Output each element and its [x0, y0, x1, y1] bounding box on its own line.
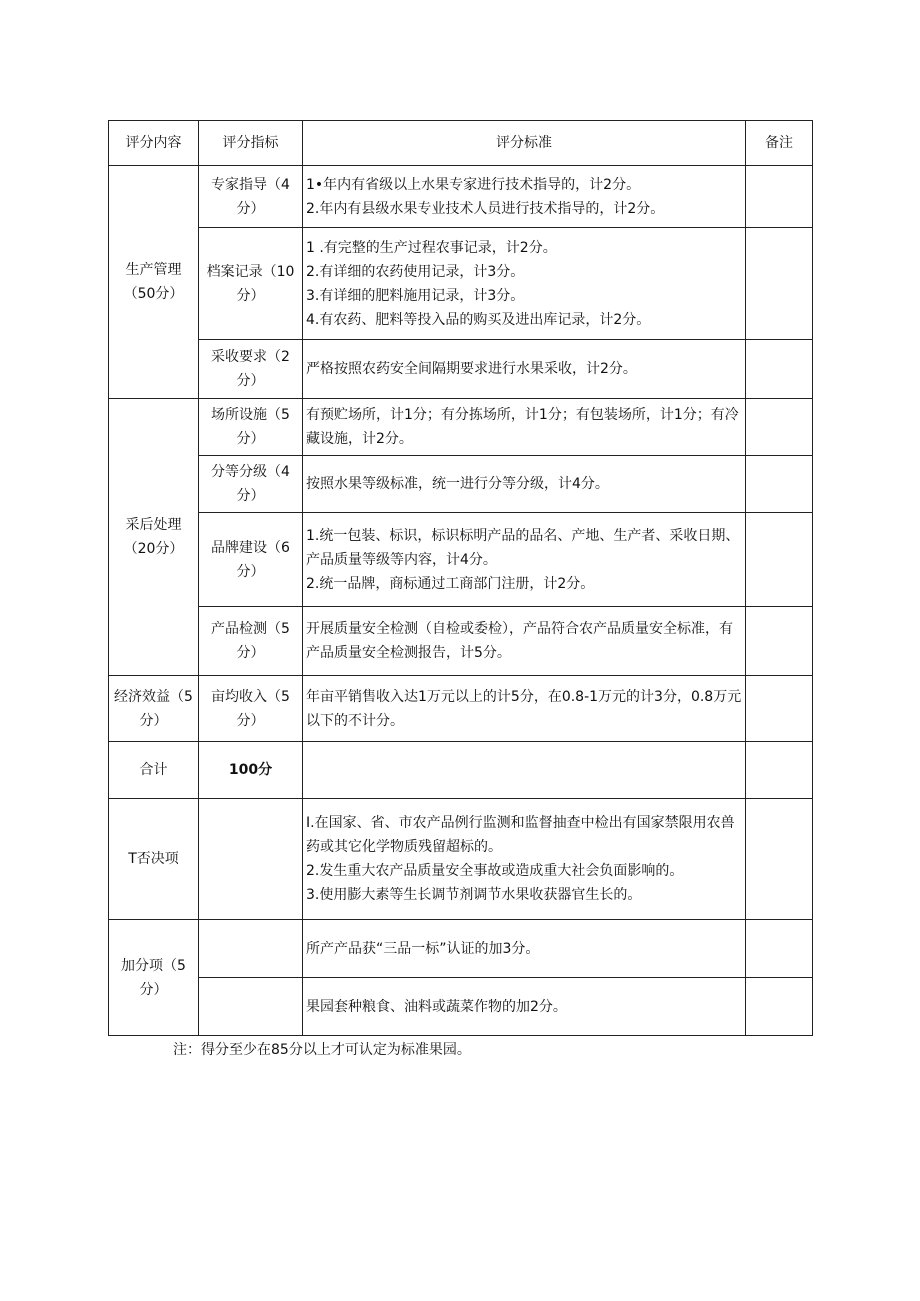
- table-row: [109, 456, 813, 513]
- header-indicator: 评分指标: [199, 121, 303, 166]
- criteria-line: 2.年内有县级水果专业技术人员进行技术指导的，计2分。: [306, 200, 665, 217]
- indicator-brand: 品牌建设（6分）: [199, 513, 303, 607]
- remark-cell: [746, 228, 813, 340]
- indicator-records: 档案记录（10分）: [199, 228, 303, 340]
- criteria-records: [303, 228, 746, 340]
- criteria-line: 3.使用膨大素等生长调节剂调节水果收获器官生长的。: [306, 887, 642, 903]
- table-row: [109, 607, 813, 676]
- total-row: [109, 742, 813, 799]
- scoring-table: [108, 120, 813, 1036]
- category-economic: 经济效益（5分）: [109, 676, 199, 742]
- criteria-income: 年亩平销售收入达1万元以上的计5分，在0.8-1万元的计3分，0.8万元以下的不计分。: [303, 676, 746, 742]
- criteria-veto: [303, 799, 746, 920]
- header-criteria: 评分标准: [303, 121, 746, 166]
- criteria-line: 1 .有完整的生产过程农事记录，计2分。: [306, 239, 557, 256]
- indicator-harvest: 采收要求（2分）: [199, 340, 303, 399]
- footnote: 注：得分至少在85分以上才可认定为标准果园。: [173, 1042, 471, 1058]
- table-row: [109, 920, 813, 978]
- remark-cell: [746, 166, 813, 228]
- criteria-line: 2.有详细的农药使用记录，计3分。: [306, 263, 525, 280]
- remark-cell: [746, 340, 813, 399]
- criteria-brand: [303, 513, 746, 607]
- total-label: 合计: [109, 742, 199, 799]
- category-bonus: 加分项（5分）: [109, 920, 199, 1036]
- indicator-expert: 专家指导（4分）: [199, 166, 303, 228]
- remark-cell: [746, 607, 813, 676]
- criteria-line: 2.发生重大农产品质量安全事故或造成重大社会负面影响的。: [306, 863, 684, 879]
- remark-cell: [746, 676, 813, 742]
- total-value: 100分: [199, 742, 303, 799]
- criteria-line: 1•年内有省级以上水果专家进行技术指导的，计2分。: [306, 176, 641, 193]
- category-veto: T否决项: [109, 799, 199, 920]
- indicator-empty: [199, 978, 303, 1036]
- table-row: [109, 399, 813, 456]
- indicator-empty: [199, 799, 303, 920]
- criteria-line: 1.统一包装、标识，标识标明产品的品名、产地、生产者、采收日期、产品质量等级等内容，计4分。: [306, 527, 740, 568]
- criteria-harvest: 严格按照农药安全间隔期要求进行水果采收，计2分。: [303, 340, 746, 399]
- indicator-testing: 产品检测（5分）: [199, 607, 303, 676]
- category-production: 生产管理（50分）: [109, 166, 199, 399]
- remark-cell: [746, 456, 813, 513]
- header-remark: 备注: [746, 121, 813, 166]
- table-row: [109, 513, 813, 607]
- table-row: [109, 166, 813, 228]
- table-row: [109, 799, 813, 920]
- criteria-empty: [303, 742, 746, 799]
- remark-cell: [746, 742, 813, 799]
- indicator-income: 亩均收入（5分）: [199, 676, 303, 742]
- remark-cell: [746, 399, 813, 456]
- criteria-bonus-1: 所产产品获“三品一标”认证的加3分。: [303, 920, 746, 978]
- criteria-line: 4.有农药、肥料等投入品的购买及进出库记录，计2分。: [306, 311, 651, 328]
- criteria-expert: [303, 166, 746, 228]
- criteria-line: 2.统一品牌，商标通过工商部门注册，计2分。: [306, 575, 595, 592]
- table-row: [109, 978, 813, 1036]
- table-row: [109, 340, 813, 399]
- table-row: [109, 676, 813, 742]
- indicator-grading: 分等分级（4分）: [199, 456, 303, 513]
- header-row: [109, 121, 813, 166]
- criteria-grading: 按照水果等级标准，统一进行分等分级，计4分。: [303, 456, 746, 513]
- remark-cell: [746, 920, 813, 978]
- indicator-empty: [199, 920, 303, 978]
- header-content: 评分内容: [109, 121, 199, 166]
- criteria-line: I.在国家、省、市农产品例行监测和监督抽查中检出有国家禁限用农兽药或其它化学物质残留超标的。: [306, 815, 735, 855]
- indicator-facility: 场所设施（5分）: [199, 399, 303, 456]
- table-row: [109, 228, 813, 340]
- criteria-bonus-2: 果园套种粮食、油料或蔬菜作物的加2分。: [303, 978, 746, 1036]
- remark-cell: [746, 513, 813, 607]
- criteria-line: 3.有详细的肥料施用记录，计3分。: [306, 287, 525, 304]
- remark-cell: [746, 978, 813, 1036]
- criteria-testing: 开展质量安全检测（自检或委检），产品符合农产品质量安全标准，有产品质量安全检测报告，计5分。: [303, 607, 746, 676]
- category-postharvest: 采后处理（20分）: [109, 399, 199, 676]
- remark-cell: [746, 799, 813, 920]
- criteria-facility: 有预贮场所，计1分；有分拣场所，计1分；有包装场所，计1分；有冷藏设施，计2分。: [303, 399, 746, 456]
